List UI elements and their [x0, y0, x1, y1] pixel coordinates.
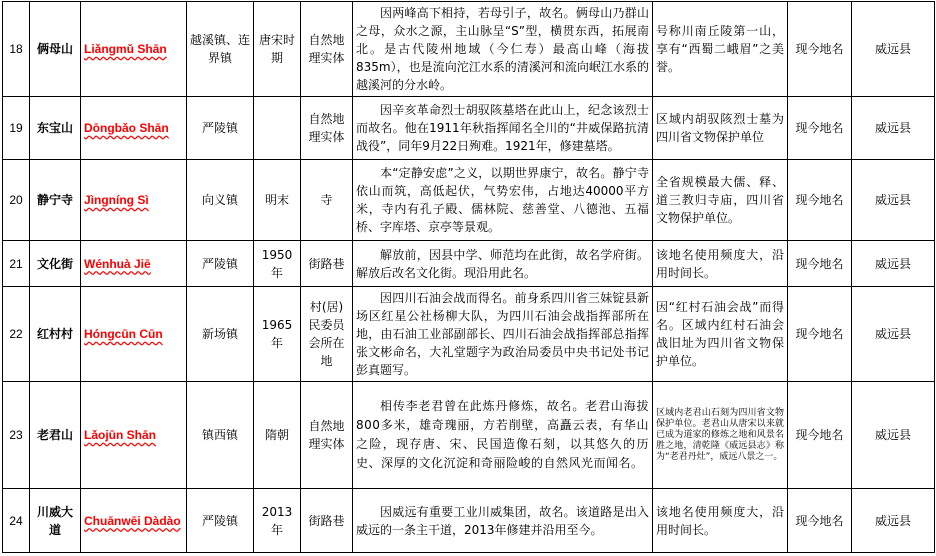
- row-number: 24: [3, 489, 30, 553]
- place-pinyin: Wénhuà Jiē: [81, 241, 187, 287]
- place-era: [254, 97, 301, 160]
- place-county: 威远县: [852, 97, 935, 160]
- place-category: 街路巷: [301, 241, 353, 287]
- place-name: 老君山: [30, 382, 81, 489]
- name-origin: 因四川石油会战而得名。前身系四川省三妹锭县新场区红星公社杨柳大队，为四川石油会战指挥部所在地，由石油工业部副部长、四川石油会战指挥部总指挥张文彬命名，大礼堂题字为政治局委员中央书记处书记彭真题写。: [353, 287, 653, 382]
- place-era: 唐宋时期: [254, 2, 301, 97]
- place-era: 明末: [254, 160, 301, 241]
- place-category: 自然地理实体: [301, 382, 353, 489]
- place-category: 自然地理实体: [301, 2, 353, 97]
- place-location: 严陵镇: [187, 97, 254, 160]
- place-county: 威远县: [852, 241, 935, 287]
- row-number: 23: [3, 382, 30, 489]
- place-name: 文化街: [30, 241, 81, 287]
- place-pinyin: Jìngníng Sì: [81, 160, 187, 241]
- place-status: 现今地名: [788, 382, 852, 489]
- place-location: 越溪镇、连界镇: [187, 2, 254, 97]
- place-name: 红村村: [30, 287, 81, 382]
- place-location: 新场镇: [187, 287, 254, 382]
- row-number: 18: [3, 2, 30, 97]
- name-origin: 因两峰高下相持，若母引子，故名。俩母山乃群山之母，众水之源，主山脉呈“S”型，横贯东西，拓展南北。是古代陵州地域（今仁寿）最高山峰（海拔835m），也是流向沱江水系的清溪河和流向岷江水系的越溪河的分水岭。: [353, 2, 653, 97]
- place-category: 寺: [301, 160, 353, 241]
- table-row: [3, 97, 935, 160]
- row-number: 20: [3, 160, 30, 241]
- place-pinyin: Chuānwēi Dàdào: [81, 489, 187, 553]
- place-location: 严陵镇: [187, 241, 254, 287]
- place-status: 现今地名: [788, 160, 852, 241]
- row-number: 22: [3, 287, 30, 382]
- place-location: 向义镇: [187, 160, 254, 241]
- place-status: 现今地名: [788, 287, 852, 382]
- place-county: 威远县: [852, 382, 935, 489]
- place-name: 川威大道: [30, 489, 81, 553]
- place-name: 静宁寺: [30, 160, 81, 241]
- place-location: 严陵镇: [187, 489, 254, 553]
- place-category: 街路巷: [301, 489, 353, 553]
- place-era: 2013年: [254, 489, 301, 553]
- name-origin: 本“定静安虑”之义，以期世界康宁，故名。静宁寺依山而筑，高低起伏，气势宏伟，占地达40000平方米，寺内有孔子殿、儒林院、慈善堂、八德池、五福桥、字库塔、京亭等景观。: [353, 160, 653, 241]
- table-row: [3, 2, 935, 97]
- place-status: 现今地名: [788, 241, 852, 287]
- place-county: 威远县: [852, 287, 935, 382]
- place-pinyin: Liǎngmǔ Shān: [81, 2, 187, 97]
- history-value: 全省规模最大儒、释、道三教归寺庙，四川省文物保护单位。: [653, 160, 788, 241]
- place-era: 1950年: [254, 241, 301, 287]
- place-name: 俩母山: [30, 2, 81, 97]
- name-origin: 因威远有重要工业川威集团，故名。该道路是出入威远的一条主干道，2013年修建并沿用至今。: [353, 489, 653, 553]
- name-origin: 相传李老君曾在此炼丹修炼，故名。老君山海拔800多米，雄奇瑰丽，方若削壁，高矗云表，有华山之险，现存唐、宋、民国造像石刻，以其悠久的历史、深厚的文化沉淀和奇丽险峻的自然风光而闻名。: [353, 382, 653, 489]
- table-row: [3, 160, 935, 241]
- place-status: 现今地名: [788, 2, 852, 97]
- name-origin: 解放前，因县中学、师范均在此街，故名学府街。解放后改名文化街。现沿用此名。: [353, 241, 653, 287]
- history-value: 区域内胡驭陔烈士墓为四川省文物保护单位: [653, 97, 788, 160]
- place-era: 1965年: [254, 287, 301, 382]
- place-name-table: [2, 1, 935, 553]
- place-county: 威远县: [852, 489, 935, 553]
- history-value: 该地名使用频度大，沿用时间长。: [653, 489, 788, 553]
- place-location: 镇西镇: [187, 382, 254, 489]
- history-value: 区域内老君山石刻为四川省文物保护单位。老君山从唐宋以来就已成为道家的修炼之地和风景名胜之地，清乾隆《威远县志》称为“老君丹灶”，威远八景之一。: [653, 382, 788, 489]
- place-status: 现今地名: [788, 489, 852, 553]
- row-number: 19: [3, 97, 30, 160]
- row-number: 21: [3, 241, 30, 287]
- history-value: 号称川南丘陵第一山，享有“西蜀二峨眉”之美誉。: [653, 2, 788, 97]
- table-row: [3, 382, 935, 489]
- table-row: [3, 489, 935, 553]
- place-status: 现今地名: [788, 97, 852, 160]
- place-county: 威远县: [852, 2, 935, 97]
- place-pinyin: Dōngbǎo Shān: [81, 97, 187, 160]
- history-value: 该地名使用频度大，沿用时间长。: [653, 241, 788, 287]
- place-category: 自然地理实体: [301, 97, 353, 160]
- place-pinyin: Hóngcūn Cūn: [81, 287, 187, 382]
- place-county: 威远县: [852, 160, 935, 241]
- table-row: [3, 287, 935, 382]
- place-pinyin: Lǎojūn Shān: [81, 382, 187, 489]
- place-name: 东宝山: [30, 97, 81, 160]
- table-row: [3, 241, 935, 287]
- place-era: 隋朝: [254, 382, 301, 489]
- history-value: 因“红村石油会战”而得名。区域内红村石油会战旧址为四川省文物保护单位。: [653, 287, 788, 382]
- place-category: 村(居)民委员会所在地: [301, 287, 353, 382]
- name-origin: 因辛亥革命烈士胡驭陔墓塔在此山上，纪念该烈士而故名。他在1911年秋指挥闻名全川的“井威保路抗清战役”，同年9月22日殉难。1921年，修建墓塔。: [353, 97, 653, 160]
